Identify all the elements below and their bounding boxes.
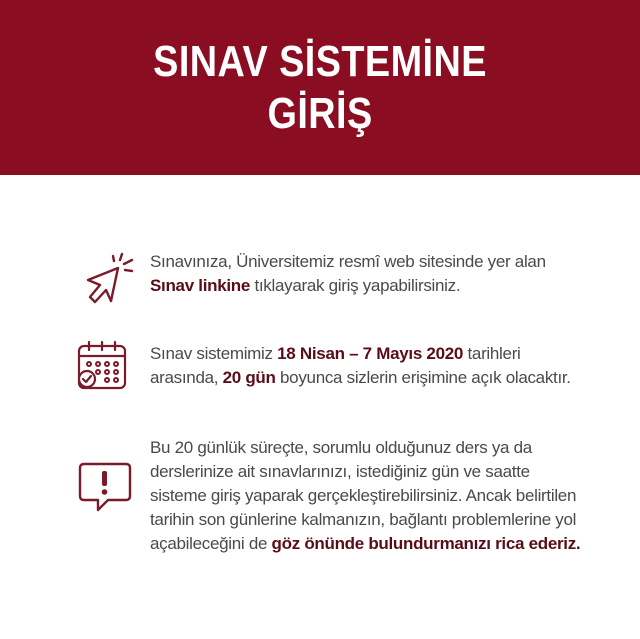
- info-text-link: [150, 250, 620, 298]
- alert-message-icon: [78, 460, 134, 516]
- text-segment: arasında,: [150, 368, 223, 387]
- title-banner: [0, 0, 640, 175]
- text-segment: tıklayarak giriş yapabilirsiniz.: [250, 276, 461, 295]
- text-segment: Bu 20 günlük süreçte, sorumlu olduğunuz ders ya da: [150, 438, 532, 457]
- date-range-text: 18 Nisan – 7 Mayıs 2020: [277, 344, 464, 363]
- title-line-1: SINAV SİSTEMİNE: [153, 36, 487, 86]
- info-text-dates: [150, 342, 620, 390]
- text-segment: tarihin son günlerine kalmanızın, bağlantı problemlerine yol: [150, 510, 577, 529]
- duration-text: 20 gün: [222, 368, 276, 387]
- calendar-check-icon: [76, 340, 128, 392]
- text-segment: boyunca sizlerin erişimine açık olacaktır.: [275, 368, 571, 387]
- text-segment: tarihleri: [463, 344, 521, 363]
- title-line-2: GİRİŞ: [267, 88, 373, 138]
- text-segment: Sınav sistemimiz: [150, 344, 278, 363]
- notice-emphasis-text: göz önünde bulundurmanızı rica ederiz.: [271, 534, 581, 553]
- text-segment: sisteme giriş yaparak gerçekleştirebilirsiniz. Ancak belirtilen: [150, 486, 577, 505]
- page-title: [153, 36, 487, 140]
- sinav-link-text[interactable]: Sınav linkine: [150, 276, 251, 295]
- text-segment: Sınavınıza, Üniversitemiz resmî web sitesinde yer alan: [150, 252, 546, 271]
- text-segment: derslerinize ait sınavlarınızı, istediğiniz gün ve saatte: [150, 462, 530, 481]
- info-text-notice: [150, 436, 620, 556]
- cursor-click-icon: [80, 252, 136, 306]
- text-segment: açabileceğini de: [150, 534, 272, 553]
